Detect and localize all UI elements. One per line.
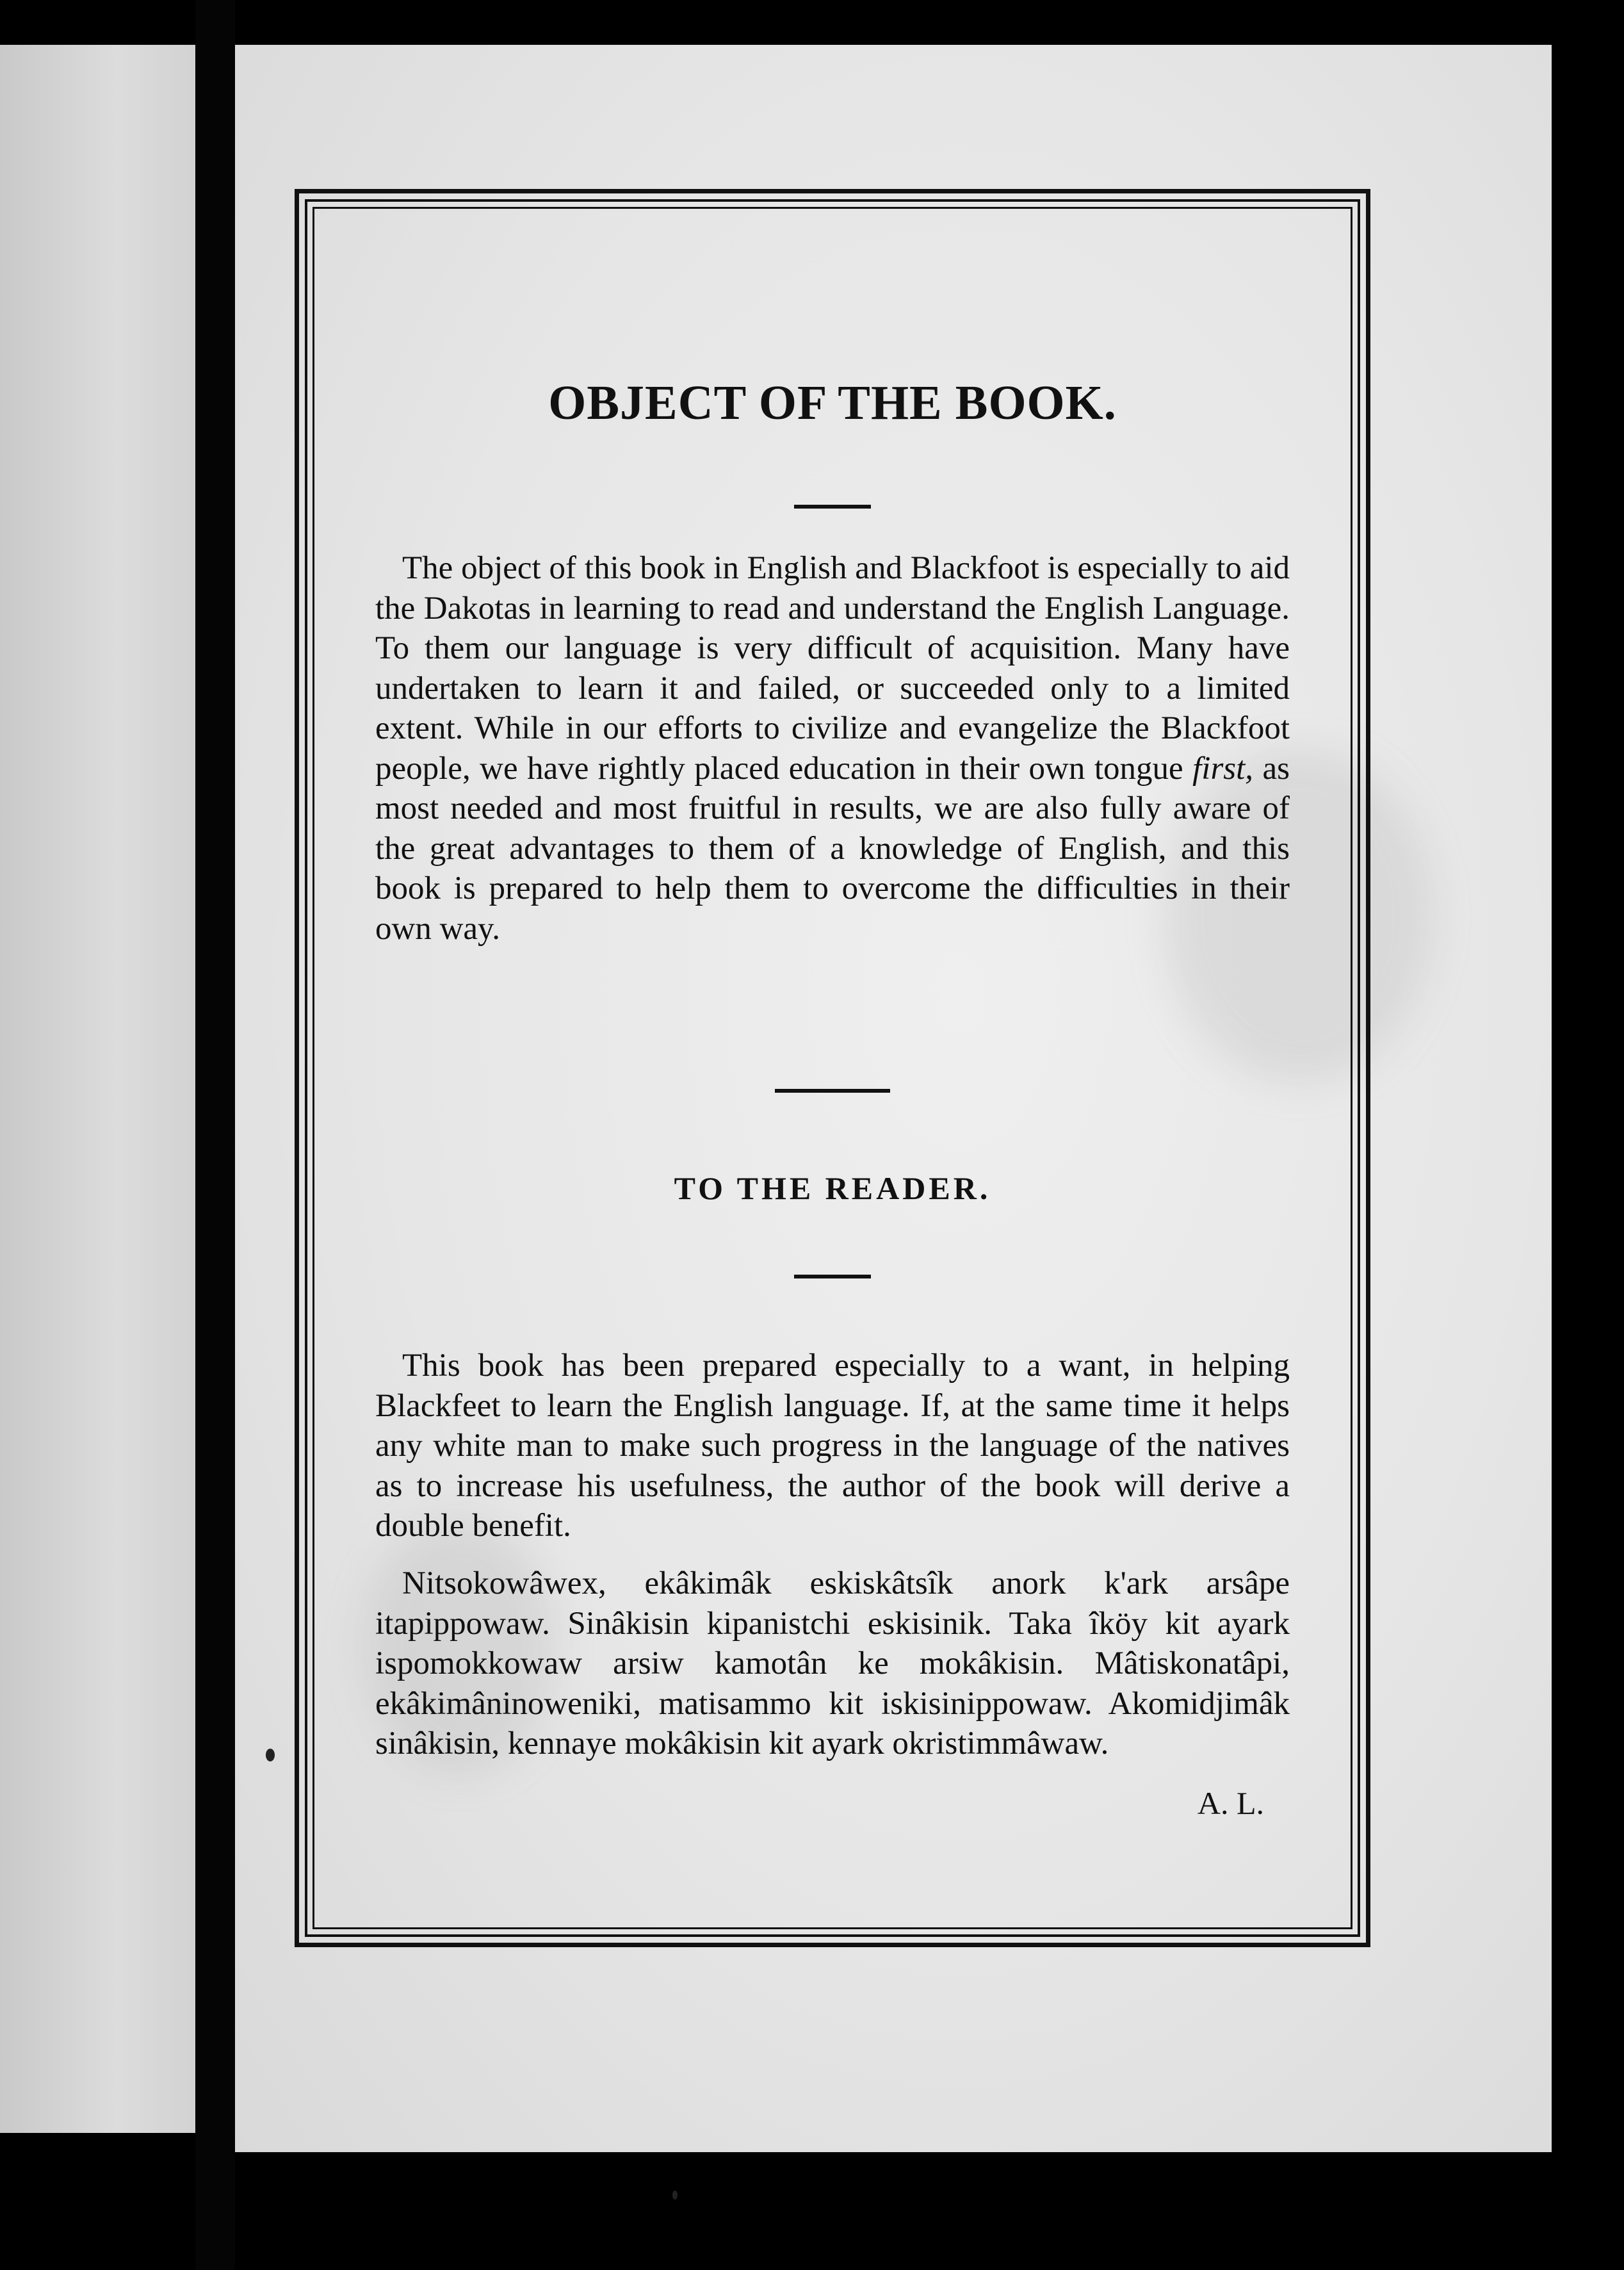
ink-speck <box>672 2191 678 2200</box>
blackfoot-paragraph: Nitsokowâwex, ekâkimâk eskiskâtsîk anork k'ark arsâpe itapippowaw. Sinâkisin kipanistchi eskisinik. Taka îköy kit ayark ispomokkowaw arsiw kamotân ke mokâkisin. Mâtiskonatâpi, ekâkimâninoweniki, matisammo kit iskisinippowaw. Akomidjimâk sinâkisin, kennaye mokâkisin kit ayark okristimmâwaw. <box>375 1565 1290 1761</box>
object-emphasis: first, <box>1192 750 1254 787</box>
section-rule-wide <box>775 1089 890 1093</box>
page-title: OBJECT OF THE BOOK. <box>548 376 1117 430</box>
ink-speck <box>266 1749 275 1761</box>
section-rule <box>794 505 871 509</box>
object-paragraph-end: as most needed and most fruitful in results, we are also fully aware of the great advantages to them of a knowledge of English, and this book is prepared to help them to overcome the difficulties in their own way. <box>375 750 1290 947</box>
section-rule <box>794 1275 871 1278</box>
object-paragraph <box>375 548 1290 949</box>
reader-paragraph: This book has been prepared especially to a want, in helping Blackfeet to learn the English language. If, at the same time it helps any white man to make such progress in the language of the natives as to increase his usefulness, the author of the book will derive a double benefit. <box>375 1348 1290 1544</box>
book-gutter <box>195 0 235 2270</box>
scan-edge-right <box>1552 0 1624 2270</box>
decorative-border-inner <box>313 207 1352 1929</box>
facing-page-edge <box>0 45 195 2133</box>
decorative-border <box>295 189 1370 1947</box>
decorative-border-middle <box>305 199 1360 1937</box>
page-content <box>375 209 1290 1927</box>
object-paragraph-text: The object of this book in English and Blackfoot is especially to aid the Dakotas in learning to read and understand the English Language. To them our language is very difficult of acquisition. Many have undertaken to learn it and failed, or succeeded only to a limited extent. While in our efforts to civilize and evangelize the Blackfoot people, we have rightly placed education in their own tongue <box>375 550 1290 787</box>
scan-edge-top <box>0 0 1624 38</box>
reader-heading: TO THE READER. <box>674 1170 991 1206</box>
author-signature: A. L. <box>1197 1785 1264 1821</box>
